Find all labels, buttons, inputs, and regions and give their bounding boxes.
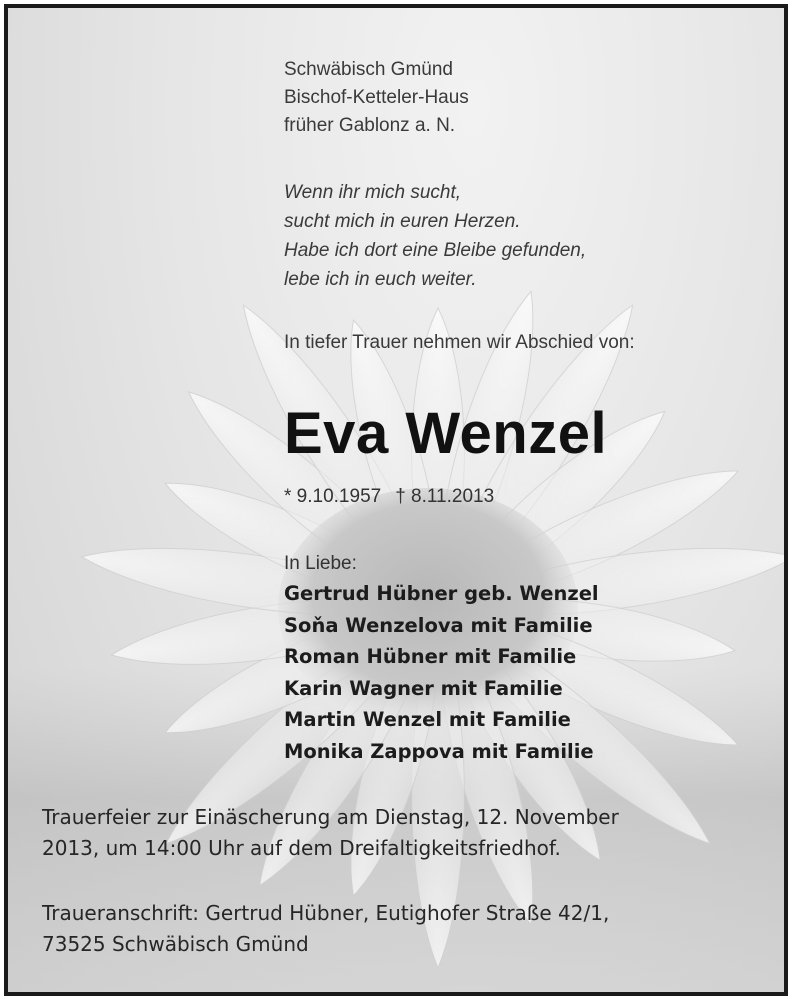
mourner-name: Karin Wagner mit Familie: [284, 676, 563, 700]
poem: [284, 178, 586, 294]
mourners-list: [284, 578, 599, 767]
mourning-address: [42, 898, 609, 960]
mourners-label: In Liebe:: [284, 553, 357, 574]
header-address: [284, 56, 469, 140]
intro-text: In tiefer Trauer nehmen wir Abschied von:: [284, 332, 635, 353]
mourner-name: Roman Hübner mit Familie: [284, 645, 577, 668]
mourner-name: Martin Wenzel mit Familie: [284, 708, 571, 731]
mourners-section: [284, 550, 599, 767]
header-line: früher Gablonz a. N.: [284, 115, 456, 136]
poem-line: sucht mich in euren Herzen.: [284, 211, 521, 232]
ceremony-line: Trauerfeier zur Einäscherung am Dienstag, 12. November: [42, 805, 619, 829]
header-line: Bischof-Ketteler-Haus: [284, 87, 469, 108]
mourner-name: Gertrud Hübner geb. Wenzel: [284, 582, 599, 605]
address-line: 73525 Schwäbisch Gmünd: [42, 932, 309, 956]
birth-date: * 9.10.1957: [284, 486, 382, 507]
obituary-notice: [4, 4, 788, 996]
mourner-name: Monika Zappova mit Familie: [284, 739, 594, 763]
poem-line: Habe ich dort eine Bleibe gefunden,: [284, 240, 587, 261]
death-date: † 8.11.2013: [395, 486, 495, 507]
header-line: Schwäbisch Gmünd: [284, 59, 453, 80]
poem-line: lebe ich in euch weiter.: [284, 269, 477, 290]
ceremony-info: [42, 802, 619, 864]
ceremony-line: 2013, um 14:00 Uhr auf dem Dreifaltigkeitsfriedhof.: [42, 836, 561, 860]
life-dates: [284, 486, 494, 508]
deceased-name: Eva Wenzel: [284, 401, 608, 466]
poem-line: Wenn ihr mich sucht,: [284, 182, 462, 203]
address-line: Traueranschrift: Gertrud Hübner, Eutighofer Straße 42/1,: [42, 901, 610, 925]
mourner-name: Soňa Wenzelova mit Familie: [284, 613, 593, 637]
